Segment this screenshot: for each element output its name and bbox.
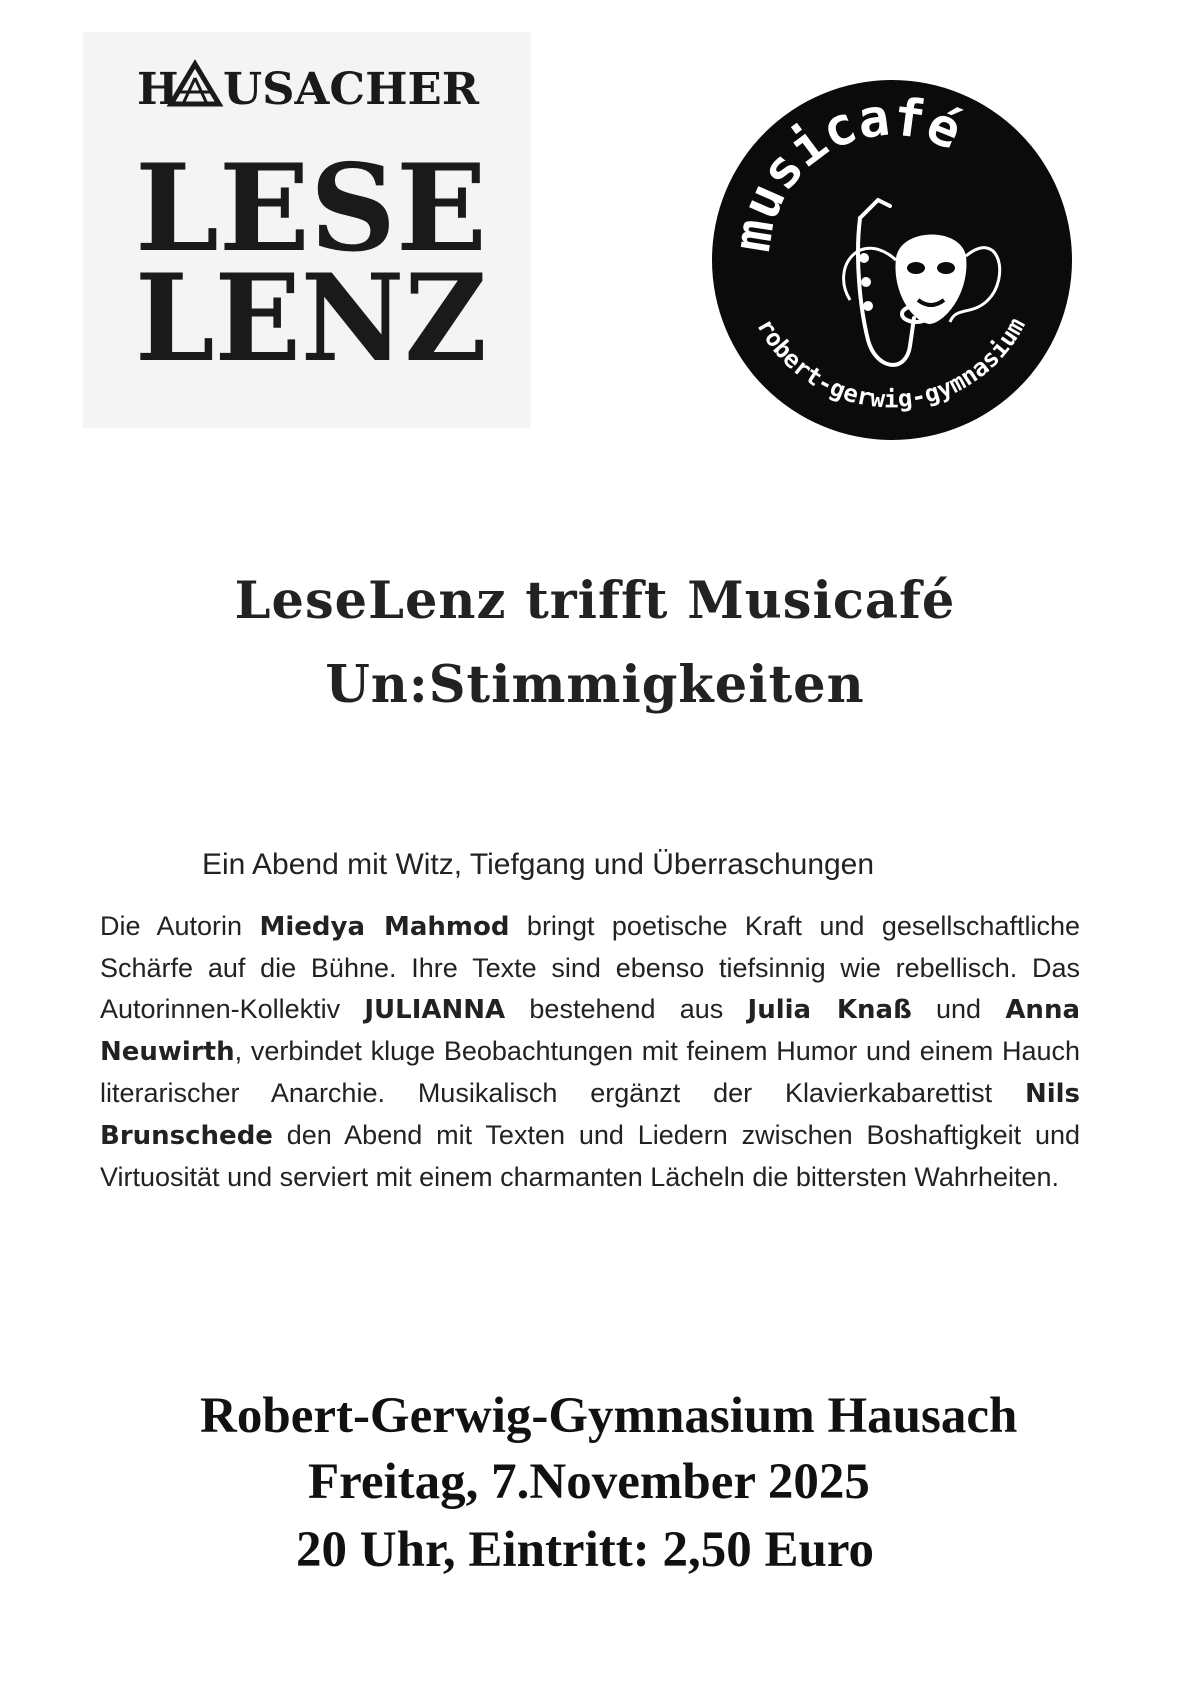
author-name: Miedya Mahmod [259, 912, 510, 942]
intro-text: den Abend mit Texten und Liedern zwischen Boshaftigkeit und Virtuosität und serviert mit einem charmanten Lächeln die bittersten Wahrheiten. [100, 1120, 1080, 1192]
intro-text: bringt poetische Kraft und gesellschaftliche Schärfe auf die Bühne. Ihre Texte sind ebenso tiefsinnig wie rebellisch. Das Autorinnen-Kollektiv [100, 911, 1080, 1024]
musicafe-school: robert-gerwig-gymnasium [751, 313, 1031, 414]
leselenz-logo [83, 32, 531, 428]
intro-text: , verbindet kluge Beobachtungen mit feinem Humor und einem Hauch literarischer Anarchie. Musikalisch ergänzt der Klavierkabarettist [100, 1036, 1080, 1108]
intro-text: Die Autorin [100, 911, 260, 941]
logo-line2: LESE [135, 138, 487, 279]
event-time-price: 20 Uhr, Eintritt: 2,50 Euro [296, 1522, 875, 1578]
musicafe-name: musicafé [722, 87, 970, 256]
collective-name: JULIANNA [364, 995, 506, 1025]
event-venue: Robert-Gerwig-Gymnasium Hausach [200, 1388, 1018, 1444]
member-name: Julia Knaß [747, 995, 912, 1025]
logo-letter-h: H [137, 64, 179, 115]
logo-line1: USACHER [223, 64, 480, 115]
member-name: Anna Neuwirth [100, 995, 1080, 1067]
musician-name: Nils Brunschede [100, 1079, 1080, 1151]
musicafe-logo [710, 78, 1074, 442]
subheading: Ein Abend mit Witz, Tiefgang und Überraschungen [202, 848, 875, 881]
headline-title: LeseLenz trifft Musicafé [234, 571, 956, 631]
intro-paragraph [100, 906, 1080, 1198]
intro-text: und [911, 994, 1006, 1024]
intro-text: bestehend aus [505, 994, 748, 1024]
headline-subtitle: Un:Stimmigkeiten [325, 655, 865, 715]
event-date: Freitag, 7.November 2025 [308, 1454, 870, 1510]
logo-line3: LENZ [135, 248, 487, 389]
